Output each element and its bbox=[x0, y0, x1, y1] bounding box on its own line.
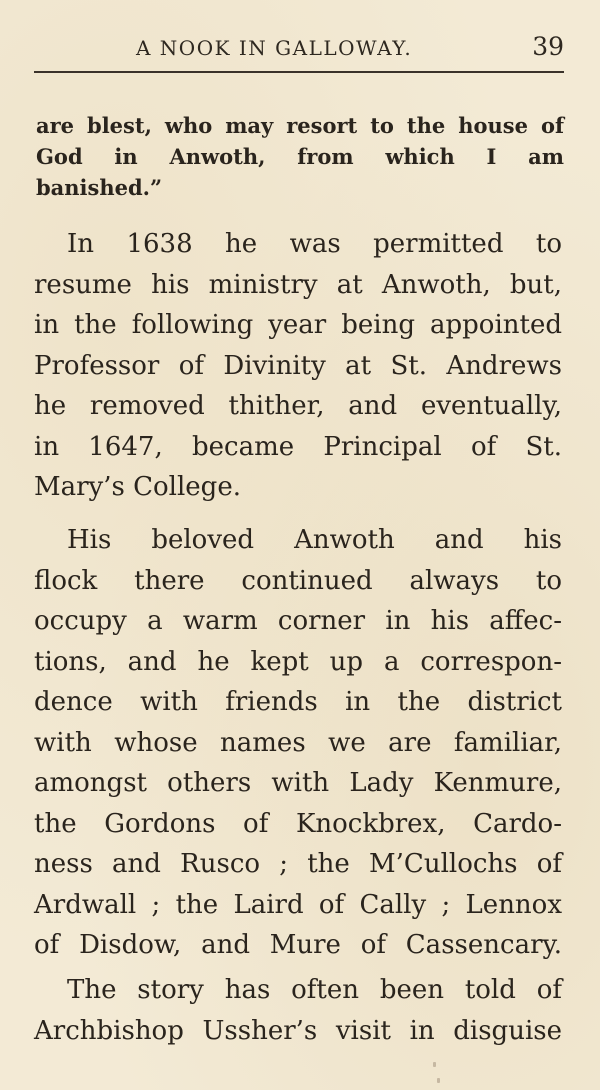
paragraph-line: tions, and he kept up a correspon- bbox=[34, 646, 562, 677]
paragraph-line: His beloved Anwoth and his bbox=[67, 525, 562, 555]
paragraph-line: ness and Rusco ; the M’Cullochs of bbox=[34, 849, 562, 879]
quote-line: God in Anwoth, from which I am bbox=[36, 144, 564, 169]
paragraph-ministry bbox=[34, 224, 562, 508]
paragraph-line: Professor of Divinity at St. Andrews bbox=[34, 350, 562, 381]
paragraph-line: with whose names we are familiar, bbox=[34, 727, 562, 758]
paragraph-line: occupy a warm corner in his affec- bbox=[34, 606, 562, 636]
paragraph-line: In 1638 he was permitted to bbox=[67, 229, 562, 259]
quotation-continuation bbox=[36, 110, 564, 203]
paragraph-line: he removed thither, and eventually, bbox=[34, 391, 562, 421]
paper-speck bbox=[437, 1078, 440, 1083]
paragraph-ussher bbox=[34, 970, 562, 1051]
paragraph-line: the Gordons of Knockbrex, Cardo- bbox=[34, 808, 562, 839]
paragraph-line: dence with friends in the district bbox=[34, 687, 562, 717]
quote-line: banished.” bbox=[36, 175, 163, 200]
paragraph-line: of Disdow, and Mure of Cassencary. bbox=[34, 930, 562, 960]
running-head bbox=[36, 30, 564, 70]
paragraph-line: in 1647, became Principal of St. bbox=[34, 431, 562, 462]
paragraph-line: Ardwall ; the Laird of Cally ; Lennox bbox=[34, 889, 562, 920]
header-rule bbox=[34, 71, 564, 73]
paragraph-line: The story has often been told of bbox=[67, 975, 562, 1005]
paragraph-line: flock there continued always to bbox=[34, 565, 562, 596]
running-title: A NOOK IN GALLOWAY. bbox=[136, 36, 413, 60]
paragraph-line: amongst others with Lady Kenmure, bbox=[34, 768, 562, 798]
quote-line: are blest, who may resort to the house of bbox=[36, 113, 564, 138]
paragraph-line: Archbishop Ussher’s visit in disguise bbox=[34, 1015, 562, 1046]
paragraph-line: resume his ministry at Anwoth, but, bbox=[34, 269, 562, 300]
paragraph-correspondence bbox=[34, 520, 562, 966]
paragraph-line: Mary’s College. bbox=[34, 472, 241, 502]
page-number: 39 bbox=[532, 32, 564, 61]
paper-speck bbox=[433, 1062, 436, 1067]
paragraph-line: in the following year being appointed bbox=[34, 310, 562, 340]
